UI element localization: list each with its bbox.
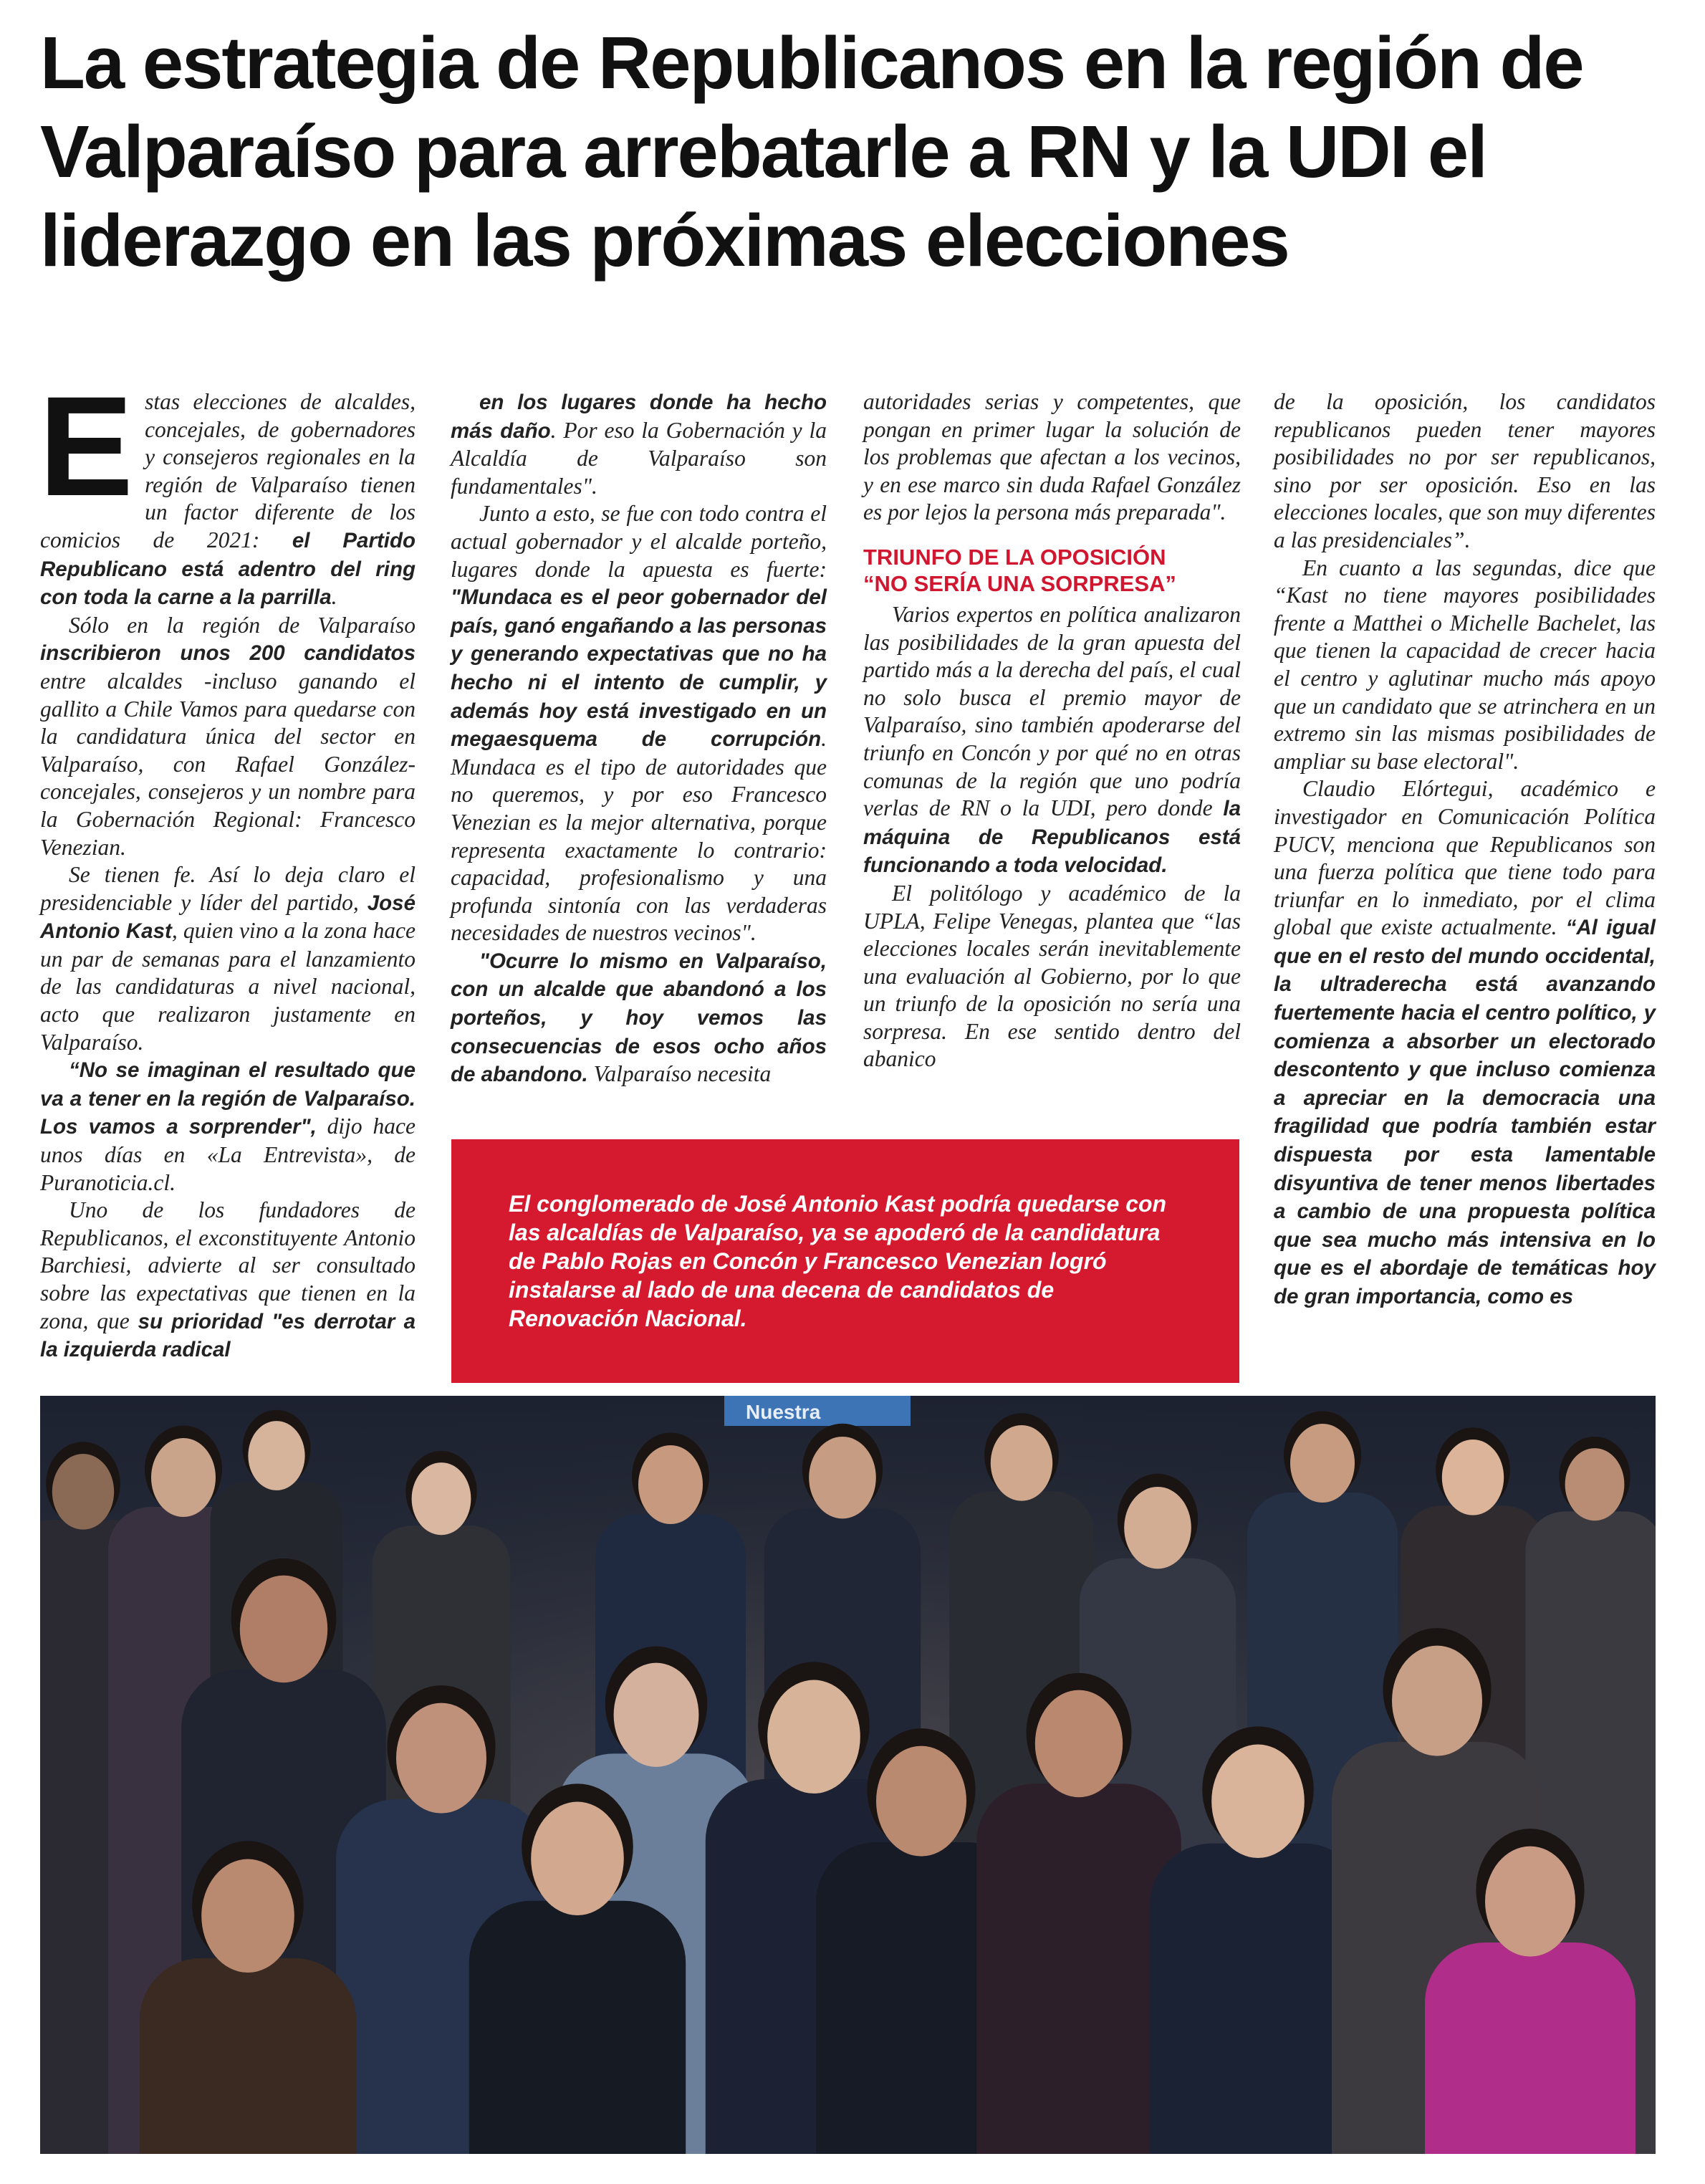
bold-run: José Antonio Kast [40, 891, 416, 944]
person-face [201, 1859, 294, 1973]
subhead-line-1: TRIUNFO DE LA OPOSICIÓN [863, 544, 1166, 570]
article-column-3 [863, 388, 1241, 1073]
column-2-body [451, 388, 827, 1089]
bold-run: en los lugares donde ha hecho más daño [451, 391, 827, 443]
column-1-body [39, 367, 416, 1364]
paragraph: autoridades serias y competentes, que pongan en primer lugar la solución de los problemas que afectan a los vecinos, y en ese marco sin duda Rafael González es por lejos la persona más preparada". [863, 389, 1241, 525]
paragraph: "Ocurre lo mismo en Valparaíso, con un alcalde que abandonó a los porteños, y hoy vemos las consecuencias de esos ocho años de abandono. Valparaíso necesita [451, 949, 827, 1087]
person-face [396, 1703, 486, 1814]
article-column-4 [1274, 388, 1656, 1311]
person-face [240, 1576, 327, 1683]
person-face [876, 1746, 966, 1857]
person-body [1425, 1943, 1636, 2154]
bold-run: “Al igual que en el resto del mundo occidental, la ultraderecha está avanzando fuertemente hacia el centro político, y comienza a absorber un electorado descontento y que incluso comienza a apreciar en la democracia una fragilidad que podría también estar dispuesta por esta lamentable disyuntiva de tener menos libertades a cambio de una propuesta política que sea mucho más intensiva en lo que es el abordaje de temáticas hoy de gran importancia, como es [1274, 916, 1656, 1308]
paragraph: stas elecciones de alcaldes, concejales, de gobernadores y consejeros regionales en la región de Valparaíso tienen un factor diferente de los comicios de 2021: el Partido Republicano está adentro del ring con toda la carne a la parrilla. [40, 389, 416, 610]
paragraph: “No se imaginan el resultado que va a tener en la región de Valparaíso. Los vamos a sorprender", dijo hace unos días en «La Entrevista», de Puranoticia.cl. [40, 1058, 416, 1195]
subhead-line-2: “NO SERÍA UNA SORPRESA” [863, 570, 1176, 596]
column-3-body [863, 601, 1241, 1073]
person-body [469, 1901, 686, 2154]
section-subhead [863, 544, 1241, 597]
person-face [991, 1425, 1052, 1501]
bold-run: la máquina de Republicanos está funcionando a toda velocidad. [863, 797, 1241, 878]
article-column-1 [39, 367, 416, 1364]
bold-run: inscribieron unos 200 candidatos [40, 641, 416, 666]
person-face [248, 1421, 304, 1490]
crowd-photo [40, 1396, 1656, 2154]
bold-run: "Ocurre lo mismo en Valparaíso, con un alcalde que abandonó a los porteños, y hoy vemos las consecuencias de esos ocho años de abandono. [451, 949, 827, 1087]
crowd-figures [40, 1410, 1656, 2154]
person-face [151, 1438, 216, 1517]
person-face [531, 1802, 624, 1915]
person-face [1124, 1487, 1191, 1568]
person-face [767, 1680, 860, 1793]
person-face [52, 1454, 114, 1530]
banner-text: Nuestra [746, 1401, 821, 1423]
person-face [1290, 1424, 1355, 1503]
person-face [638, 1445, 703, 1524]
pull-quote-box [451, 1139, 1239, 1383]
article-column-2 [451, 388, 827, 1089]
paragraph: Junto a esto, se fue con todo contra el actual gobernador y el alcalde porteño, lugares donde la apuesta es fuerte: "Mundaca es el peor gobernador del país, ganó engañando a las personas y generando expectativas que no ha hecho ni el intento de cumplir, y además hoy está investigado en un megaesquema de corrupción. Mundaca es el tipo de autoridades que no queremos, y por eso Francesco Venezian es la mejor alternativa, porque representa exactamente lo contrario: capacidad, profesionalismo y una profunda sintonía con las verdaderas necesidades de nuestros vecinos". [451, 501, 827, 946]
bold-run: su prioridad "es derrotar a la izquierda radical [40, 1309, 416, 1362]
paragraph: de la oposición, los candidatos republicanos pueden tener mayores posibilidades no por ser republicanos, sino por ser oposición. Eso en las elecciones locales, que son muy diferentes a las presidenciales”. [1274, 389, 1656, 552]
person-face [412, 1462, 471, 1535]
bold-run: "Mundaca es el peor gobernador del país, ganó engañando a las personas y generando expectativas que no ha hecho ni el intento de cumplir, y además hoy está investigado en un megaesquema de corrupción [451, 585, 827, 752]
paragraph: Uno de los fundadores de Republicanos, el exconstituyente Antonio Barchiesi, advierte al ser consultado sobre las expectativas que tienen en la zona, que su prioridad "es derrotar a la izquierda radical [40, 1197, 416, 1362]
column-4-body [1274, 388, 1656, 1311]
person-face [1565, 1448, 1625, 1520]
column-3-intro [863, 388, 1241, 527]
person-face [1035, 1690, 1123, 1798]
paragraph: En cuanto a las segundas, dice que “Kast no tiene mayores posibilidades frente a Matthei o Michelle Bachelet, las que tienen la capacidad de crecer hacia el centro y aglutinar mucho más apoyo que un candidato que se atrinchera en un extremo sin las mismas posibilidades de ampliar su base electoral". [1274, 555, 1656, 774]
bold-run: el Partido Republicano está adentro del ring con toda la carne a la parrilla [40, 528, 416, 610]
person-face [1442, 1440, 1504, 1515]
pull-quote-text: El conglomerado de José Antonio Kast podría quedarse con las alcaldías de Valparaíso, ya se apoderó de la candidatura de Pablo Rojas en Concón y Francesco Venezian logró instalarse al lado de una decena de candidatos de Renovación Nacional. [509, 1191, 1167, 1331]
paragraph: El politólogo y académico de la UPLA, Felipe Venegas, plantea que “las elecciones locales serán inevitablemente una evaluación al Gobierno, por lo que un triunfo de la oposición no sería una sorpresa. En ese sentido dentro del abanico [863, 880, 1241, 1072]
paragraph: Sólo en la región de Valparaíso inscribieron unos 200 candidatos entre alcaldes -incluso ganando el gallito a Chile Vamos para quedarse con la candidatura única del sector en Valparaíso, con Rafael González- concejales, consejeros y un nombre para la Gobernación Regional: Francesco Venezian. [40, 612, 416, 860]
drop-cap: E [39, 367, 134, 525]
paragraph: Se tienen fe. Así lo deja claro el presidenciable y líder del partido, José Antonio Kast, quien vino a la zona hace un par de semanas para el lanzamiento de las candidaturas a nivel nacional, acto que realizaron justamente en Valparaíso. [40, 862, 416, 1055]
paragraph: Varios expertos en política analizaron las posibilidades de la gran apuesta del partido más a la derecha del país, el cual no solo busca el premio mayor de Valparaíso, sino también apoderarse del triunfo en Concón y por qué no en otras comunas de la región que uno podría verlas de RN o la UDI, pero donde la máquina de Republicanos está funcionando a toda velocidad. [863, 601, 1241, 878]
banner-sign [724, 1396, 911, 1426]
person-body [140, 1958, 356, 2154]
person-face [1211, 1745, 1305, 1858]
bold-run: “No se imaginan el resultado que va a tener en la región de Valparaíso. Los vamos a sorprender", [40, 1058, 416, 1139]
person-face [809, 1437, 876, 1518]
paragraph: Claudio Elórtegui, académico e investigador en Comunicación Política PUCV, menciona que Republicanos son una fuerza política que tiene todo para triunfar en lo inmediato, por el clima global que existe actualmente. “Al igual que en el resto del mundo occidental, la ultraderecha está avanzando fuertemente hacia el centro político, y comienza a absorber un electorado descontento y que incluso comienza a apreciar en la democracia una fragilidad que podría también estar dispuesta por esta lamentable disyuntiva de tener menos libertades a cambio de una propuesta política que sea mucho más intensiva en lo que es el abordaje de temáticas hoy de gran importancia, como es [1274, 776, 1656, 1308]
person-face [1392, 1646, 1482, 1756]
person-face [614, 1663, 699, 1767]
headline: La estrategia de Republicanos en la región de Valparaíso para arrebatarle a RN y la UDI el liderazgo en las próximas elecciones [40, 21, 1583, 282]
person-face [1485, 1847, 1575, 1957]
paragraph: en los lugares donde ha hecho más daño. Por eso la Gobernación y la Alcaldía de Valparaíso son fundamentales". [451, 391, 827, 499]
